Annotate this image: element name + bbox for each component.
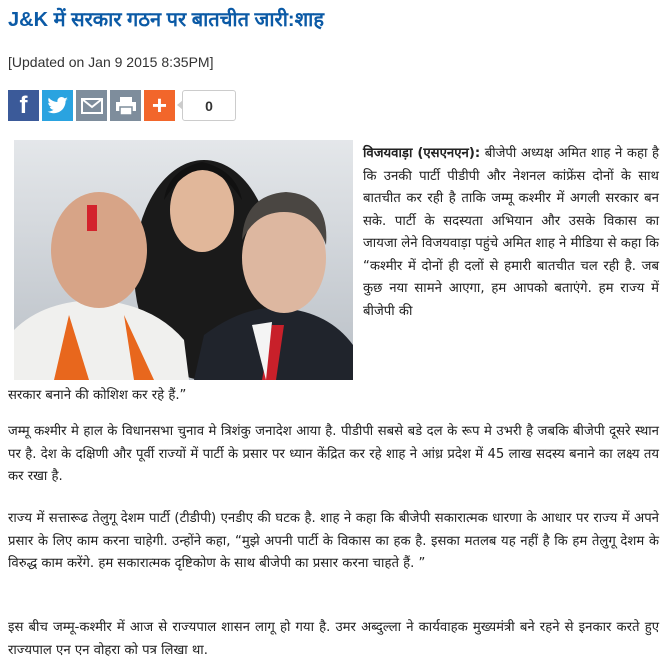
- paragraph-4: इस बीच जम्मू-कश्मीर में आज से राज्यपाल शासन लागू हो गया है. उमर अब्दुल्ला ने कार्यवाहक मुख्यमंत्री बने रहने से इनकार करते हुए राज्यपाल एन एन वोहरा को पत्र लिखा था.: [8, 620, 659, 658]
- share-count: 0: [182, 90, 236, 121]
- plus-icon: +: [151, 90, 168, 120]
- share-bar: [8, 90, 236, 122]
- print-button[interactable]: [110, 90, 141, 121]
- more-share-button[interactable]: [144, 90, 175, 121]
- paragraph-3: राज्य में सत्तारूढ तेलुगू देशम पार्टी (टीडीपी) एनडीए की घटक है. शाह ने कहा कि बीजेपी सकारात्मक धारणा के आधार पर राज्य में अपने प्रसार के लिए काम करना चाहेगी. उन्होंने कहा, “मुझे अपनी पार्टी के विकास का हक है. इसका मतलब यह नहीं है कि हम तेलुगू देशम के विरुद्ध काम करेंगे. हम सकारात्मक दृष्टिकोण के साथ बीजेपी का प्रसार करना चाहते हैं. ”: [8, 511, 659, 571]
- twitter-share-button[interactable]: [42, 90, 73, 121]
- paragraph-1-text: बीजेपी अध्यक्ष अमित शाह ने कहा है कि उनकी पार्टी पीडीपी और नेशनल कांफ्रेंस दोनों के साथ बातचीत कर रही है ताकि जम्मू कश्मीर में अगली सरकार बन सके. पार्टी के सदस्यता अभियान और उसके विकास का जायजा लेने विजयवाड़ा पहुंचे अमित शाह ने मीडिया से कहा कि “कश्मीर में दोनों ही दलों से हमारी बातचीत चल रही है. जब कुछ नया सामने आएगा, हम आपको बताएंगे. हम राज्य में बीजेपी की: [363, 146, 660, 319]
- leaders-photo-illustration: [14, 140, 353, 380]
- updated-timestamp: [Updated on Jan 9 2015 8:35PM]: [8, 54, 214, 70]
- paragraph-2: जम्मू कश्मीर मे हाल के विधानसभा चुनाव मे त्रिशंकु जनादेश आया है. पीडीपी सबसे बडे दल के रूप मे उभरी है जबकि बीजेपी दूसरे स्थान पर है. देश के दक्षिणी और पूर्वी राज्यों में पार्टी के प्रसार पर ध्यान केंद्रित कर रहे शाह ने आंध्र प्रदेश में 45 लाख सदस्य बनाने का लक्ष्य तय कर रखा है.: [8, 424, 659, 484]
- twitter-icon: [47, 97, 69, 115]
- facebook-share-button[interactable]: [8, 90, 39, 121]
- printer-icon: [115, 96, 137, 116]
- facebook-icon: f: [19, 91, 28, 119]
- dateline: विजयवाड़ा (एसएनएन):: [363, 146, 481, 161]
- envelope-icon: [81, 98, 103, 114]
- paragraph-1-continued: सरकार बनाने की कोशिश कर रहे हैं.”: [8, 388, 187, 403]
- article-title: J&K में सरकार गठन पर बातचीत जारी:शाह: [8, 9, 324, 31]
- email-share-button[interactable]: [76, 90, 107, 121]
- paragraph-1: [363, 143, 659, 323]
- article-photo: [14, 140, 353, 380]
